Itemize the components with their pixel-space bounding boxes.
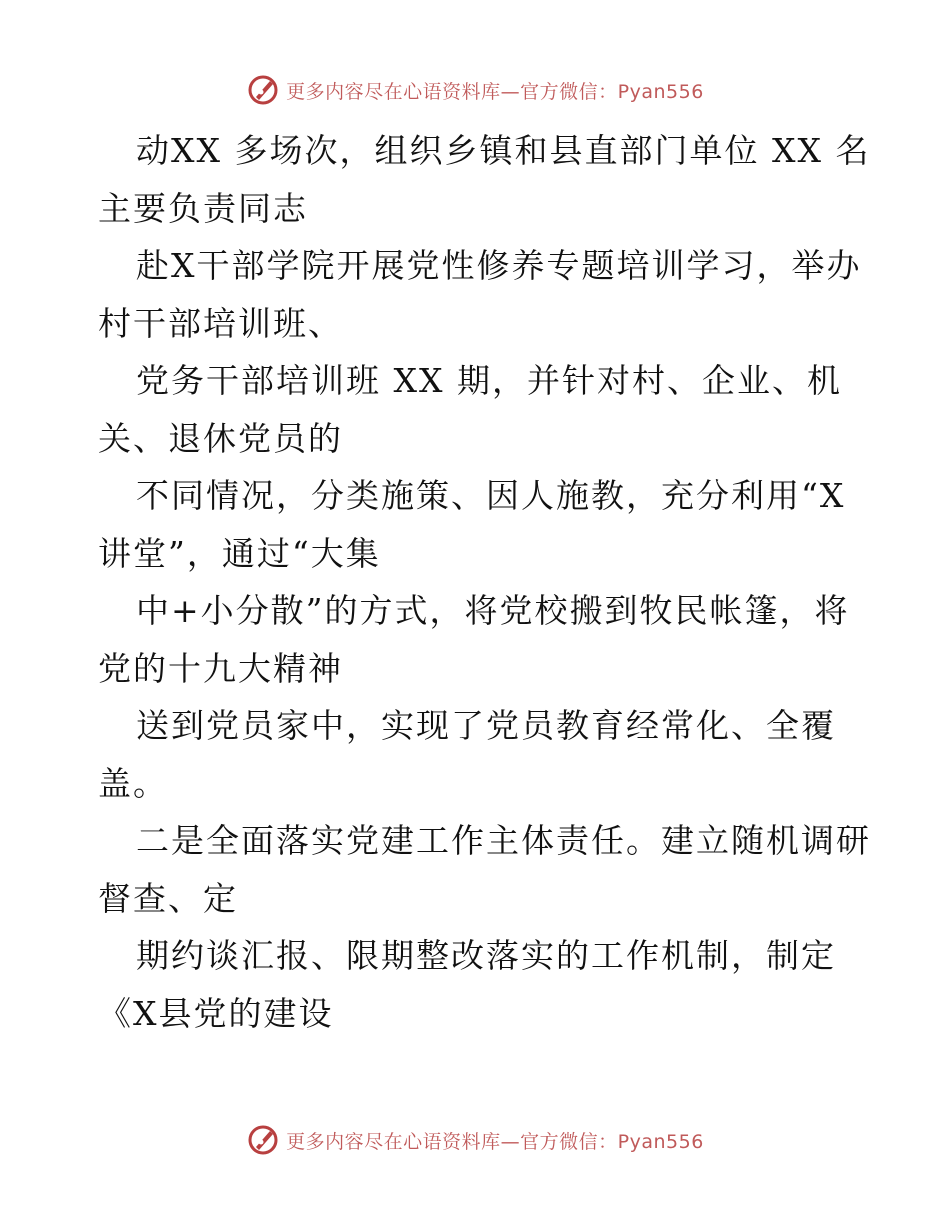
footer-watermark — [0, 1120, 950, 1160]
text-line: 党的十九大精神 — [98, 648, 343, 688]
watermark-text: 更多内容尽在心语资料库—官方微信：Pyan556 — [286, 1130, 704, 1153]
text-line: 动XX 多场次，组织乡镇和县直部门单位 XX 名 — [136, 131, 871, 170]
text-line: 送到党员家中，实现了党员教育经常化、全覆 — [136, 706, 836, 745]
header-watermark — [0, 70, 950, 110]
text-line: 讲堂”，通过“大集 — [98, 533, 381, 573]
text-line: 中+小分散”的方式，将党校搬到牧民帐篷，将 — [136, 591, 850, 630]
pen-logo-icon — [246, 1123, 280, 1157]
pen-logo-icon — [246, 73, 280, 107]
text-line: 党务干部培训班 XX 期，并针对村、企业、机 — [136, 361, 842, 400]
watermark-text: 更多内容尽在心语资料库—官方微信：Pyan556 — [286, 80, 704, 103]
text-line: 二是全面落实党建工作主体责任。建立随机调研 — [136, 821, 871, 860]
text-line: 赴X干部学院开展党性修养专题培训学习，举办 — [136, 246, 862, 285]
text-line: 主要负责同志 — [98, 188, 308, 228]
text-line: 村干部培训班、 — [98, 303, 343, 343]
document-body — [98, 122, 871, 1042]
text-line: 期约谈汇报、限期整改落实的工作机制，制定 — [136, 936, 836, 975]
text-line: 《X县党的建设 — [98, 993, 334, 1033]
text-line: 督查、定 — [98, 878, 238, 918]
text-line: 不同情况，分类施策、因人施教，充分利用“X — [136, 476, 846, 515]
text-line: 关、退休党员的 — [98, 418, 343, 458]
text-line: 盖。 — [98, 763, 168, 803]
